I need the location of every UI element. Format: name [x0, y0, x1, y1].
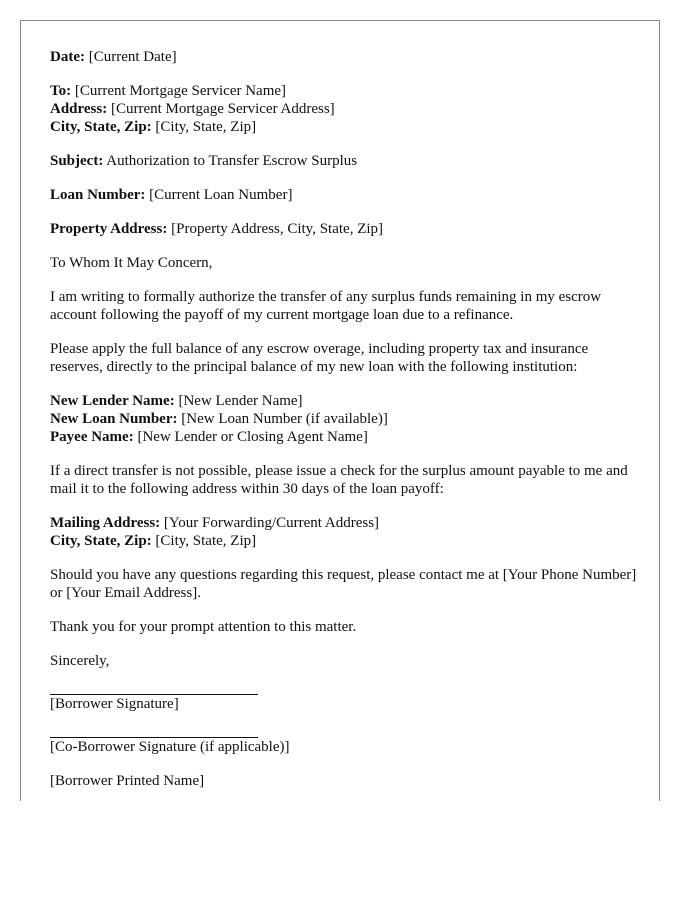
mailing-city-state-zip-value: [City, State, Zip]: [155, 533, 257, 549]
property-address-line: [50, 220, 640, 238]
address-label: Address:: [50, 101, 108, 117]
paragraph-thanks: Thank you for your prompt attention to this matter.: [50, 619, 357, 635]
mailing-city-state-zip-label: City, State, Zip:: [50, 533, 152, 549]
mailing-address-block: [50, 514, 640, 550]
borrower-printed-name: [Borrower Printed Name]: [50, 773, 205, 789]
salutation: To Whom It May Concern,: [50, 255, 213, 271]
paragraph-apply-balance: Please apply the full balance of any escrow overage, including property tax and insurance reserves, directly to the principal balance of my new loan with the following institution:: [50, 341, 589, 375]
address-value: [Current Mortgage Servicer Address]: [110, 101, 335, 117]
recipient-block: [50, 82, 640, 136]
to-label: To:: [50, 83, 72, 99]
city-state-zip-value: [City, State, Zip]: [155, 119, 257, 135]
mailing-city-state-zip-line: [50, 532, 640, 550]
property-address-value: [Property Address, City, State, Zip]: [171, 221, 384, 237]
to-value: [Current Mortgage Servicer Name]: [74, 83, 287, 99]
new-loan-number-line: [50, 410, 640, 428]
paragraph-contact: Should you have any questions regarding this request, please contact me at [Your Phone Number] or [Your Email Address].: [50, 567, 637, 601]
payee-name-label: Payee Name:: [50, 429, 134, 445]
payee-name-value: [New Lender or Closing Agent Name]: [137, 429, 368, 445]
paragraph-authorization: I am writing to formally authorize the transfer of any surplus funds remaining in my escrow account following the payoff of my current mortgage loan due to a refinance.: [50, 289, 602, 323]
city-state-zip-line: [50, 118, 640, 136]
new-lender-block: [50, 392, 640, 446]
date-line: [50, 48, 640, 66]
mailing-address-line: [50, 514, 640, 532]
borrower-signature-block: [50, 694, 640, 713]
new-lender-name-value: [New Lender Name]: [178, 393, 303, 409]
closing: Sincerely,: [50, 653, 110, 669]
letter-page: [20, 20, 660, 801]
letter-content: [50, 48, 640, 801]
subject-label: Subject:: [50, 153, 104, 169]
loan-number-value: [Current Loan Number]: [149, 187, 293, 203]
new-lender-name-line: [50, 392, 640, 410]
loan-number-line: [50, 186, 640, 204]
co-borrower-signature-caption: [Co-Borrower Signature (if applicable)]: [50, 739, 290, 755]
new-loan-number-value: [New Loan Number (if available)]: [181, 411, 388, 427]
property-address-label: Property Address:: [50, 221, 168, 237]
payee-name-line: [50, 428, 640, 446]
loan-number-label: Loan Number:: [50, 187, 146, 203]
mailing-address-label: Mailing Address:: [50, 515, 161, 531]
subject-value: Authorization to Transfer Escrow Surplus: [106, 153, 358, 169]
date-label: Date:: [50, 49, 85, 65]
address-line: [50, 100, 640, 118]
new-loan-number-label: New Loan Number:: [50, 411, 178, 427]
borrower-signature-caption: [Borrower Signature]: [50, 696, 179, 712]
co-borrower-signature-block: [50, 737, 640, 756]
date-value: [Current Date]: [88, 49, 177, 65]
paragraph-check-alternative: If a direct transfer is not possible, please issue a check for the surplus amount payable to me and mail it to the following address within 30 days of the loan payoff:: [50, 463, 628, 497]
subject-line: [50, 152, 640, 170]
mailing-address-value: [Your Forwarding/Current Address]: [163, 515, 380, 531]
city-state-zip-label: City, State, Zip:: [50, 119, 152, 135]
new-lender-name-label: New Lender Name:: [50, 393, 175, 409]
to-line: [50, 82, 640, 100]
